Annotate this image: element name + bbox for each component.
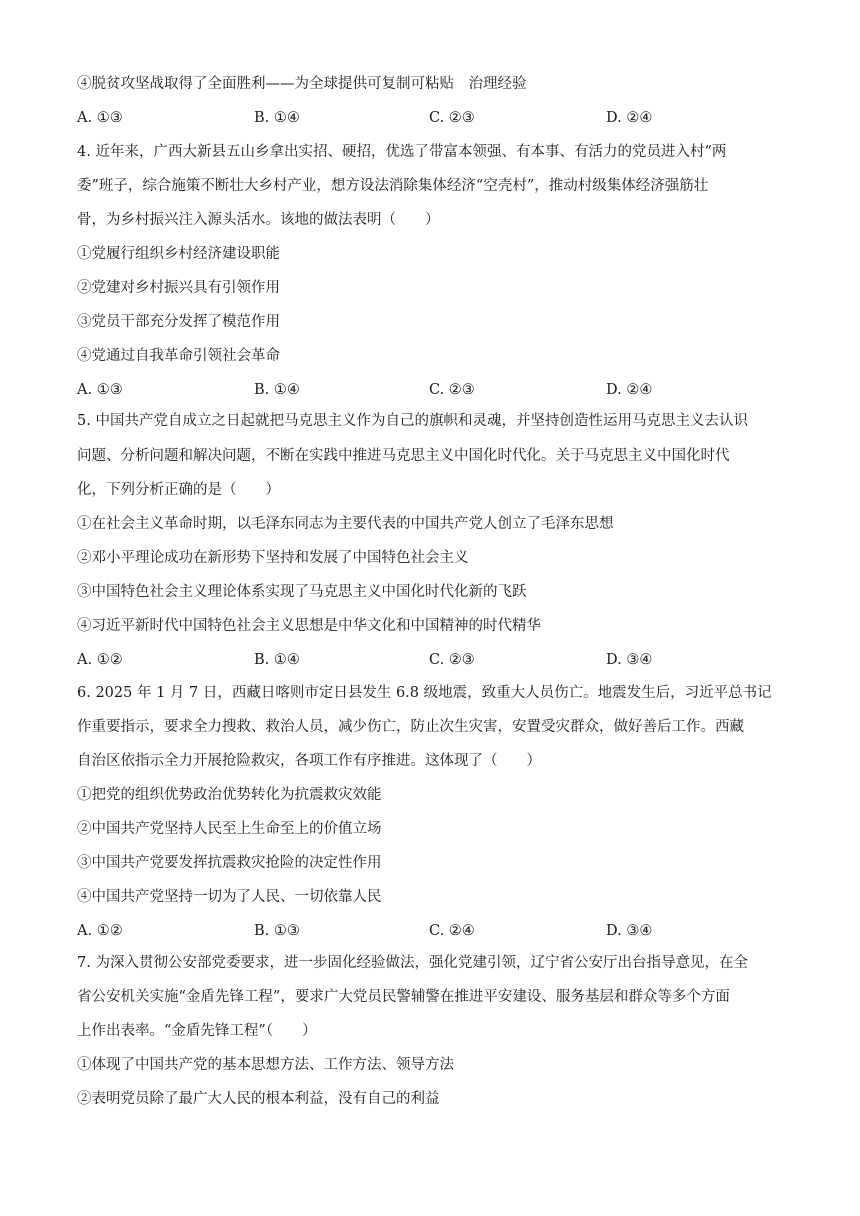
q6-stem-line-1: 6. 2025 年 1 月 7 日，西藏日喀则市定日县发生 6.8 级地震，致重大人员伤亡。地震发生后，习近平总书记 xyxy=(77,685,772,701)
q7-stem-line-3: 上作出表率。“金盾先锋工程”（ ） xyxy=(77,1023,317,1039)
q5-stem-line-1: 5. 中国共产党自成立之日起就把马克思主义作为自己的旗帜和灵魂，并坚持创造性运用马克思主义去认识 xyxy=(77,413,748,429)
q6-option-a: A. ①② xyxy=(77,923,123,939)
q6-option-d: D. ③④ xyxy=(606,923,653,939)
q4-choice-4: ④党通过自我革命引领社会革命 xyxy=(77,348,280,364)
q3-option-b: B. ①④ xyxy=(254,110,300,126)
q6-options xyxy=(77,921,797,941)
q4-choice-1: ①党履行组织乡村经济建设职能 xyxy=(77,246,280,262)
q5-options xyxy=(77,650,797,670)
q5-choice-2: ②邓小平理论成功在新形势下坚持和发展了中国特色社会主义 xyxy=(77,550,469,566)
q4-option-b: B. ①④ xyxy=(254,382,300,398)
q4-stem-line-2: 委”班子，综合施策不断壮大乡村产业，想方设法消除集体经济“空壳村”，推动村级集体经济强筋壮 xyxy=(77,178,709,194)
q3-option-d: D. ②④ xyxy=(606,110,653,126)
q4-option-d: D. ②④ xyxy=(606,382,653,398)
q4-choice-2: ②党建对乡村振兴具有引领作用 xyxy=(77,280,280,296)
q6-choice-4: ④中国共产党坚持一切为了人民、一切依靠人民 xyxy=(77,889,382,905)
q6-choice-1: ①把党的组织优势政治优势转化为抗震救灾效能 xyxy=(77,787,382,803)
q3-options xyxy=(77,108,797,128)
q4-option-a: A. ①③ xyxy=(77,382,123,398)
q4-stem-line-1: 4. 近年来，广西大新县五山乡拿出实招、硬招，优选了带富本领强、有本事、有活力的党员进入村“两 xyxy=(77,144,727,160)
q4-option-c: C. ②③ xyxy=(429,382,475,398)
q3-option-c: C. ②③ xyxy=(429,110,475,126)
q6-choice-3: ③中国共产党要发挥抗震救灾抢险的决定性作用 xyxy=(77,855,382,871)
q4-stem-line-3: 骨，为乡村振兴注入源头活水。该地的做法表明（ ） xyxy=(77,212,440,228)
q6-option-b: B. ①③ xyxy=(254,923,300,939)
q7-choice-2: ②表明党员除了最广大人民的根本利益，没有自己的利益 xyxy=(77,1091,440,1107)
q7-stem-line-1: 7. 为深入贯彻公安部党委要求，进一步固化经验做法，强化党建引领，辽宁省公安厅出台指导意见，在全 xyxy=(77,955,748,971)
q6-option-c: C. ②④ xyxy=(429,923,475,939)
q5-option-c: C. ②③ xyxy=(429,652,475,668)
q4-options xyxy=(77,380,797,400)
q5-stem-line-2: 问题、分析问题和解决问题，不断在实践中推进马克思主义中国化时代化。关于马克思主义中国化时代 xyxy=(77,448,730,464)
q6-stem-line-3: 自治区依指示全力开展抢险救灾，各项工作有序推进。这体现了（ ） xyxy=(77,753,541,769)
q5-choice-3: ③中国特色社会主义理论体系实现了马克思主义中国化时代化新的飞跃 xyxy=(77,584,527,600)
q6-stem-line-2: 作重要指示，要求全力搜救、救治人员，减少伤亡，防止次生灾害，安置受灾群众，做好善后工作。西藏 xyxy=(77,719,744,735)
q5-option-b: B. ①④ xyxy=(254,652,300,668)
q4-choice-3: ③党员干部充分发挥了模范作用 xyxy=(77,314,280,330)
q5-option-d: D. ③④ xyxy=(606,652,653,668)
q7-choice-1: ①体现了中国共产党的基本思想方法、工作方法、领导方法 xyxy=(77,1057,454,1073)
q5-choice-1: ①在社会主义革命时期，以毛泽东同志为主要代表的中国共产党人创立了毛泽东思想 xyxy=(77,516,614,532)
q3-choice-4: ④脱贫攻坚战取得了全面胜利——为全球提供可复制可粘贴 治理经验 xyxy=(77,76,527,92)
q3-option-a: A. ①③ xyxy=(77,110,123,126)
q5-option-a: A. ①② xyxy=(77,652,123,668)
q5-choice-4: ④习近平新时代中国特色社会主义思想是中华文化和中国精神的时代精华 xyxy=(77,618,541,634)
q7-stem-line-2: 省公安机关实施“金盾先锋工程”，要求广大党员民警辅警在推进平安建设、服务基层和群众等多个方面 xyxy=(77,989,730,1005)
q5-stem-line-3: 化，下列分析正确的是（ ） xyxy=(77,482,280,498)
q6-choice-2: ②中国共产党坚持人民至上生命至上的价值立场 xyxy=(77,821,382,837)
